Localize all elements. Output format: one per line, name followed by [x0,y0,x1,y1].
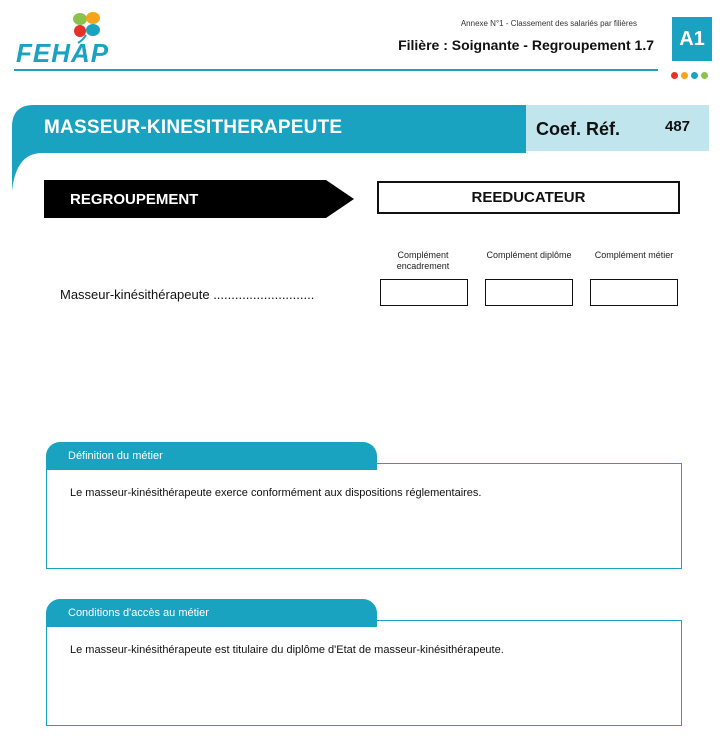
complement-diplome-label: Complément diplôme [486,250,572,260]
definition-title: Définition du métier [68,450,163,462]
definition-text: Le masseur-kinésithérapeute exerce conformément aux dispositions réglementaires. [70,487,482,499]
conditions-text: Le masseur-kinésithérapeute est titulaire du diplôme d'Etat de masseur-kinésithérapeute. [70,644,504,656]
complement-encadrement-box [380,279,468,306]
coef-label: Coef. Réf. [536,119,621,139]
job-line: Masseur-kinésithérapeute ............................ [60,287,315,302]
complement-diplome-box [485,279,573,306]
logo-text: FEHAP [16,38,110,68]
dot-orange [681,72,688,79]
job-title: MASSEUR-KINESITHERAPEUTE [44,117,343,138]
dot-green [701,72,708,79]
complement-metier-label: Complément métier [594,250,674,260]
definition-tab [46,442,363,470]
conditions-tab [46,599,363,627]
annex-text: Annexe N°1 - Classement des salariés par filières [460,19,637,28]
conditions-title: Conditions d'accès au métier [68,607,209,619]
header-divider [14,69,658,71]
regroupement-value: REEDUCATEUR [377,181,680,214]
dot-red [671,72,678,79]
conditions-box [46,620,682,726]
section-badge: A1 [672,17,712,61]
complement-metier-box [590,279,678,306]
complement-encadrement-label: Complément encadrement [396,250,450,271]
regroupement-label: REGROUPEMENT [70,191,199,208]
filiere-title: Filière : Soignante - Regroupement 1.7 [398,37,654,53]
coef-value: 487 [665,118,691,135]
fehap-logo [14,10,114,70]
definition-box [46,463,682,569]
color-dots [671,66,715,76]
dot-blue [691,72,698,79]
